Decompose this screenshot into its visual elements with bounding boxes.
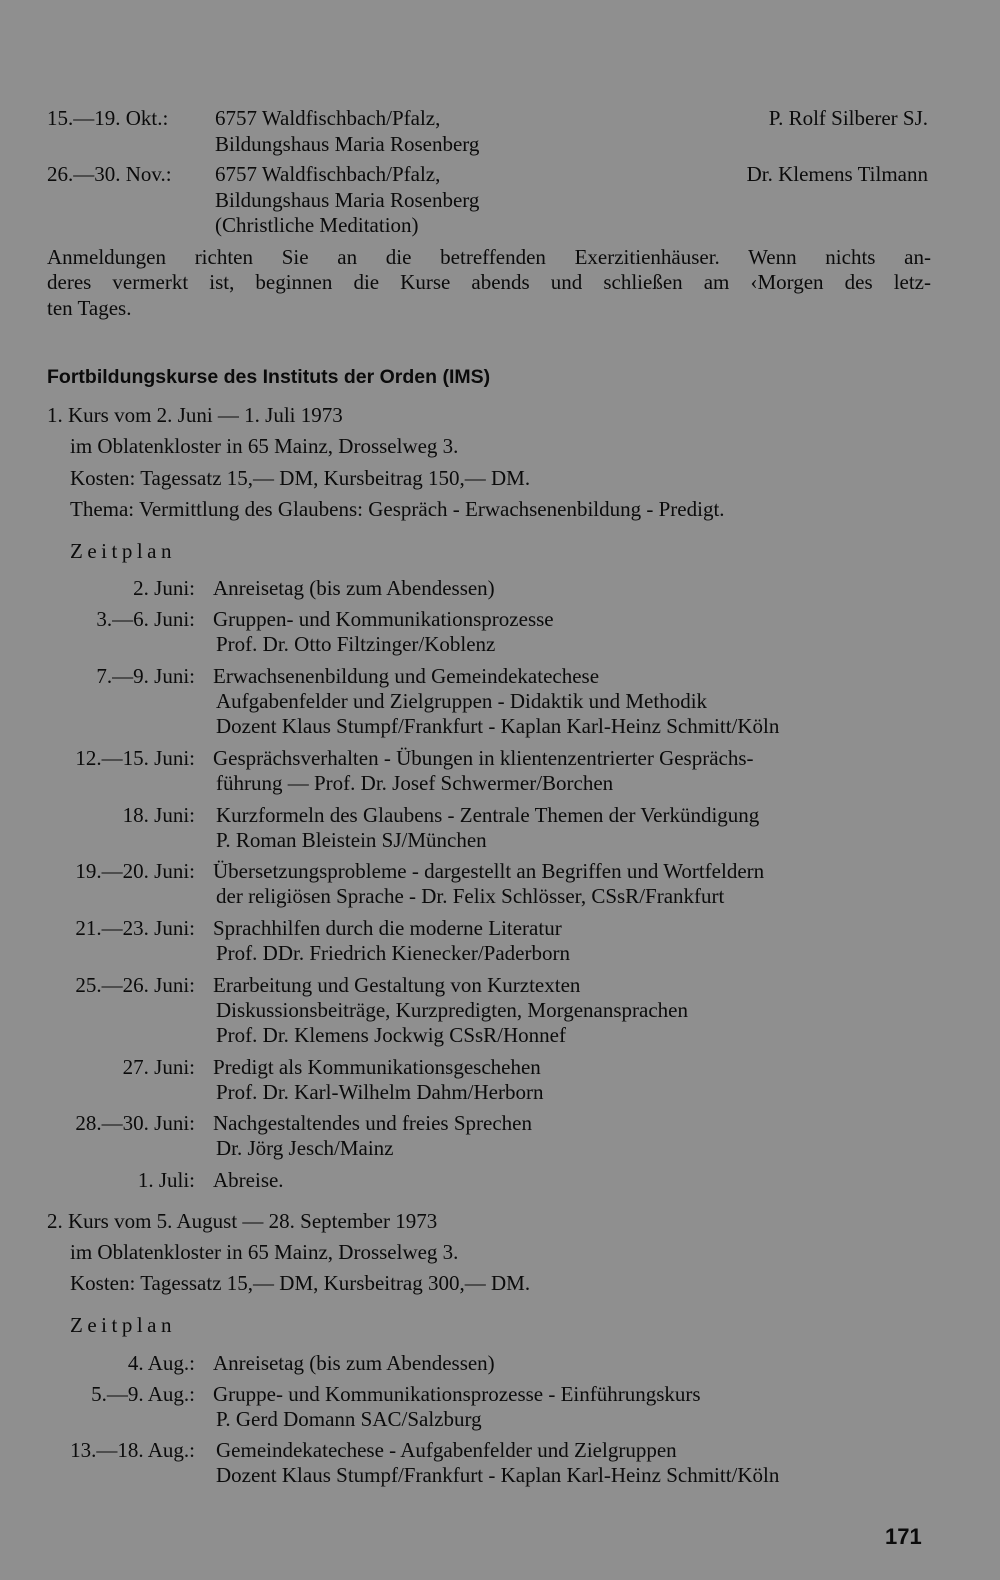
schedule-1-date: 2. Juni:: [133, 576, 195, 600]
schedule-5-date: 18. Juni:: [122, 803, 195, 827]
course-2-schedule-label: Zeitplan: [70, 1313, 176, 1337]
schedule2-2-line-1: Gruppe- und Kommunikationsprozesse - Einführungskurs: [213, 1382, 701, 1406]
schedule-4-date: 12.—15. Juni:: [75, 746, 195, 770]
schedule-3-date: 7.—9. Juni:: [96, 664, 195, 688]
schedule-7-line-2: Prof. DDr. Friedrich Kienecker/Paderborn: [216, 941, 570, 965]
course-2-costs: Kosten: Tagessatz 15,— DM, Kursbeitrag 300,— DM.: [70, 1271, 531, 1295]
retreat-1-leader: P. Rolf Silberer SJ.: [768, 106, 928, 130]
schedule2-3-date: 13.—18. Aug.:: [70, 1438, 195, 1462]
schedule-10-date: 28.—30. Juni:: [75, 1111, 195, 1135]
course-1-title: 1. Kurs vom 2. Juni — 1. Juli 1973: [47, 403, 343, 427]
schedule-11-date: 1. Juli:: [137, 1168, 195, 1192]
retreat-2-place: 6757 Waldfischbach/Pfalz,: [215, 162, 441, 186]
schedule-4-line-2: führung — Prof. Dr. Josef Schwermer/Borchen: [216, 771, 614, 795]
schedule2-2-date: 5.—9. Aug.:: [91, 1382, 195, 1406]
schedule-8-line-3: Prof. Dr. Klemens Jockwig CSsR/Honnef: [216, 1023, 566, 1047]
schedule2-1-date: 4. Aug.:: [127, 1351, 195, 1375]
schedule-8-line-2: Diskussionsbeiträge, Kurzpredigten, Morgenansprachen: [216, 998, 688, 1022]
schedule-3-line-2: Aufgabenfelder und Zielgruppen - Didaktik und Methodik: [216, 689, 708, 713]
schedule-3-line-3: Dozent Klaus Stumpf/Frankfurt - Kaplan Karl-Heinz Schmitt/Köln: [216, 714, 780, 738]
schedule-2-line-2: Prof. Dr. Otto Filtzinger/Koblenz: [216, 632, 496, 656]
course-2-title: 2. Kurs vom 5. August — 28. September 1973: [47, 1209, 438, 1233]
retreat-2-topic: (Christliche Meditation): [215, 213, 419, 237]
note-line-1: Anmeldungen richten Sie an die betreffenden Exerzitienhäuser. Wenn nichts an-: [47, 245, 931, 269]
retreat-1-dates: 15.—19. Okt.:: [47, 106, 169, 130]
schedule2-2-line-2: P. Gerd Domann SAC/Salzburg: [216, 1407, 482, 1431]
course-1-schedule-label: Zeitplan: [70, 539, 176, 563]
page-number: 171: [885, 1524, 922, 1549]
schedule-2-line-1: Gruppen- und Kommunikationsprozesse: [213, 607, 554, 631]
retreat-1-house: Bildungshaus Maria Rosenberg: [215, 132, 480, 156]
retreat-2-leader: Dr. Klemens Tilmann: [746, 162, 928, 186]
course-1-costs: Kosten: Tagessatz 15,— DM, Kursbeitrag 150,— DM.: [70, 466, 531, 490]
schedule-6-line-1: Übersetzungsprobleme - dargestellt an Begriffen und Wortfeldern: [213, 859, 765, 883]
note-line-3: ten Tages.: [47, 296, 132, 320]
course-1-location: im Oblatenkloster in 65 Mainz, Drosselweg 3.: [70, 434, 459, 458]
schedule-2-date: 3.—6. Juni:: [96, 607, 195, 631]
schedule-8-date: 25.—26. Juni:: [75, 973, 195, 997]
schedule-5-line-1: Kurzformeln des Glaubens - Zentrale Themen der Verkündigung: [216, 803, 760, 827]
course-2-location: im Oblatenkloster in 65 Mainz, Drosselweg 3.: [70, 1240, 459, 1264]
schedule2-3-line-2: Dozent Klaus Stumpf/Frankfurt - Kaplan Karl-Heinz Schmitt/Köln: [216, 1463, 780, 1487]
schedule-1-line: Anreisetag (bis zum Abendessen): [213, 576, 495, 600]
schedule-11-line: Abreise.: [213, 1168, 284, 1192]
schedule-9-line-1: Predigt als Kommunikationsgeschehen: [213, 1055, 541, 1079]
schedule-7-line-1: Sprachhilfen durch die moderne Literatur: [213, 916, 562, 940]
schedule-5-line-2: P. Roman Bleistein SJ/München: [216, 828, 487, 852]
schedule-4-line-1: Gesprächsverhalten - Übungen in klientenzentrierter Gesprächs-: [213, 746, 754, 770]
schedule-10-line-2: Dr. Jörg Jesch/Mainz: [216, 1136, 394, 1160]
course-1-theme: Thema: Vermittlung des Glaubens: Gespräch - Erwachsenenbildung - Predigt.: [70, 497, 725, 521]
schedule-9-line-2: Prof. Dr. Karl-Wilhelm Dahm/Herborn: [216, 1080, 544, 1104]
note-line-2: deres vermerkt ist, beginnen die Kurse abends und schließen am ‹Morgen des letz-: [47, 270, 931, 294]
schedule-6-date: 19.—20. Juni:: [75, 859, 195, 883]
schedule2-3-line-1: Gemeindekatechese - Aufgabenfelder und Zielgruppen: [216, 1438, 677, 1462]
schedule-6-line-2: der religiösen Sprache - Dr. Felix Schlösser, CSsR/Frankfurt: [216, 884, 725, 908]
schedule-3-line-1: Erwachsenenbildung und Gemeindekatechese: [213, 664, 600, 688]
schedule2-1-line: Anreisetag (bis zum Abendessen): [213, 1351, 495, 1375]
schedule-7-date: 21.—23. Juni:: [75, 916, 195, 940]
retreat-1-place: 6757 Waldfischbach/Pfalz,: [215, 106, 441, 130]
retreat-2-dates: 26.—30. Nov.:: [47, 162, 172, 186]
schedule-9-date: 27. Juni:: [122, 1055, 195, 1079]
schedule-8-line-1: Erarbeitung und Gestaltung von Kurztexten: [213, 973, 581, 997]
section-heading: Fortbildungskurse des Instituts der Orden (IMS): [47, 366, 491, 388]
schedule-10-line-1: Nachgestaltendes und freies Sprechen: [213, 1111, 532, 1135]
retreat-2-house: Bildungshaus Maria Rosenberg: [215, 188, 480, 212]
